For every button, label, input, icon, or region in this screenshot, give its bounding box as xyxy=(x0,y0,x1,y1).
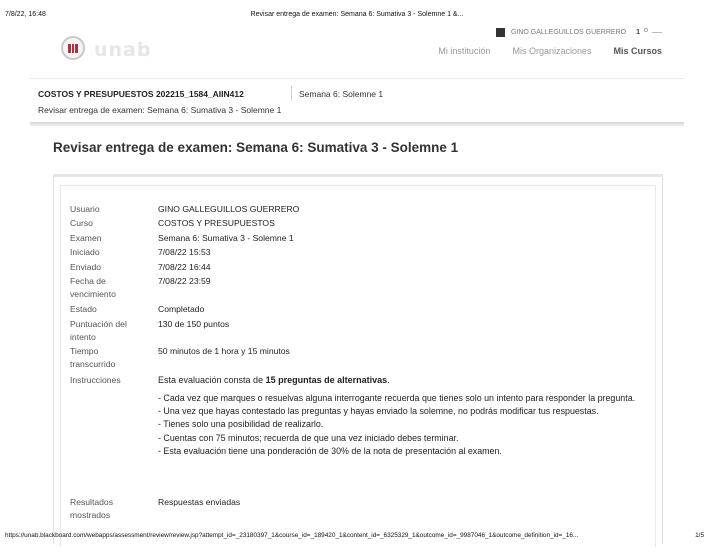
breadcrumb xyxy=(30,84,684,124)
detail-label: Resultados mostrados xyxy=(70,497,113,520)
breadcrumb-item-page: Revisar entrega de examen: Semana 6: Sumativa 3 - Solemne 1 xyxy=(38,105,282,115)
site-header xyxy=(38,20,676,72)
detail-label: Puntuación del intento xyxy=(70,319,127,342)
print-footer xyxy=(0,531,714,545)
detail-value: 130 de 150 puntos xyxy=(158,319,230,329)
instructions-question-count: 15 preguntas de alternativas xyxy=(265,375,388,385)
breadcrumb-shadow xyxy=(30,122,684,126)
user-menu[interactable] xyxy=(496,26,662,38)
breadcrumb-separator xyxy=(291,86,292,100)
detail-label: Usuario xyxy=(70,204,100,214)
detail-label: Tiempo transcurrido xyxy=(70,346,116,369)
breadcrumb-item-content[interactable]: Semana 6: Solemne 1 xyxy=(299,89,384,99)
detail-label: Instrucciones xyxy=(70,375,121,385)
header-divider xyxy=(30,78,684,79)
nav-mi-institucion[interactable]: Mi institución xyxy=(438,46,491,56)
print-header xyxy=(0,0,714,20)
print-title: Revisar entrega de examen: Semana 6: Sumativa 3 - Solemne 1 &... xyxy=(250,11,464,18)
detail-value: COSTOS Y PRESUPUESTOS xyxy=(158,218,275,228)
detail-value: 7/08/22 15:53 xyxy=(158,247,211,257)
detail-value: 7/08/22 16:44 xyxy=(158,262,211,272)
avatar[interactable] xyxy=(496,28,505,37)
unab-logo-icon[interactable] xyxy=(56,36,176,66)
detail-label: Iniciado xyxy=(70,247,100,257)
menu-line-icon[interactable] xyxy=(652,32,662,33)
notification-icon[interactable] xyxy=(644,28,648,32)
user-name[interactable]: GINO GALLEGUILLOS GUERRERO xyxy=(510,28,627,36)
detail-value: 7/08/22 23:59 xyxy=(158,276,211,286)
detail-value: 50 minutos de 1 hora y 15 minutos xyxy=(158,346,290,356)
nav-mis-cursos[interactable]: Mis Cursos xyxy=(613,46,662,56)
nav-mis-organizaciones[interactable]: Mis Organizaciones xyxy=(512,46,592,56)
page-title: Revisar entrega de examen: Semana 6: Sumativa 3 - Solemne 1 xyxy=(53,140,459,155)
top-nav xyxy=(438,46,662,56)
detail-value: GINO GALLEGUILLOS GUERRERO xyxy=(158,204,300,214)
attempt-details-table xyxy=(60,185,656,547)
detail-label: Curso xyxy=(70,218,93,228)
detail-label: Enviado xyxy=(70,262,102,272)
logo-text: unab xyxy=(94,39,152,61)
course-link[interactable]: COSTOS Y PRESUPUESTOS 202215_1584_AIIN412 xyxy=(38,89,244,99)
detail-value: Respuestas enviadas xyxy=(158,497,241,507)
notification-count[interactable]: 1 xyxy=(636,28,640,36)
detail-label: Fecha de vencimiento xyxy=(70,276,116,299)
logo-emblem-icon xyxy=(61,36,85,60)
print-date: 7/8/22, 16:48 xyxy=(5,11,46,18)
detail-value: Completado xyxy=(158,304,205,314)
detail-value: Semana 6: Sumativa 3 - Solemne 1 xyxy=(158,233,294,243)
instructions-text xyxy=(158,374,642,459)
instructions-intro: Esta evaluación consta de 15 preguntas de alternativas. xyxy=(158,375,390,385)
print-page-number: 1/5 xyxy=(695,532,704,539)
print-url: https://unab.blackboard.com/webapps/assessment/review/review.jsp?attempt_id=_23180397_1&course_id=_189420_1&content_id=_6325329_1&outcome_id=_9987046_1&outcome_definition_id=_16... xyxy=(5,532,579,539)
detail-label: Estado xyxy=(70,304,97,314)
instructions-body: - Cada vez que marques o resuelvas alguna interrogante recuerda que tienes solo un intento para responder la pregunta. - Una vez que hayas contestado las preguntas y hayas enviado la solemne, no podrás modificar tus respuestas. - Tienes solo una posibilidad de realizarlo. - Cuentas con 75 minutos; recuerda de que una vez iniciado debes terminar. - Esta evaluación tiene una ponderación de 30% de la nota de presentación al examen. xyxy=(158,392,636,457)
detail-label: Examen xyxy=(70,233,102,243)
attempt-details-card xyxy=(53,174,663,544)
